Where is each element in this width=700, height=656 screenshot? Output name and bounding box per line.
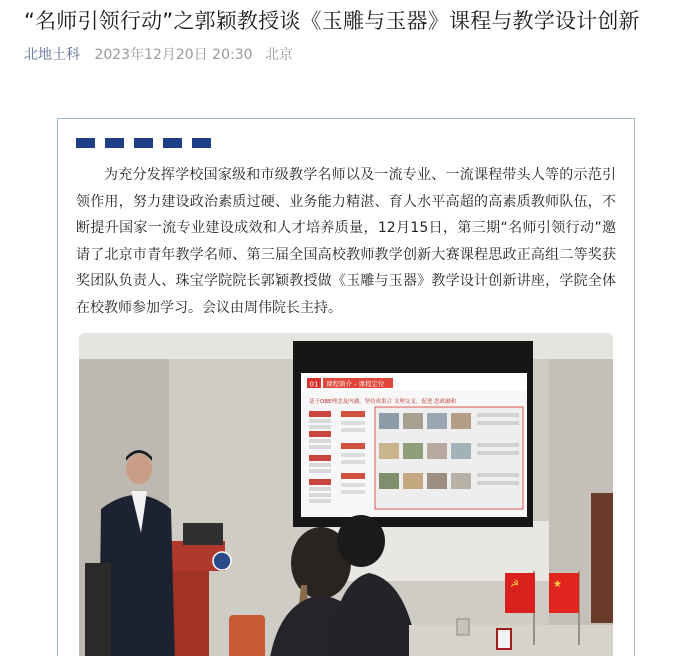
deco-block xyxy=(192,138,211,148)
deco-block xyxy=(134,138,153,148)
publish-date: 2023年12月20日 20:30 xyxy=(94,47,253,63)
lecture-photo[interactable] xyxy=(79,333,613,656)
cup xyxy=(497,629,511,649)
cabinet xyxy=(591,493,613,623)
intro-paragraph: 为充分发挥学校国家级和市级教学名师以及一流专业、一流课程带头人等的示范引领作用，努力建设政治素质过硬、业务能力精湛、育人水平高超的高素质教师队伍，不断提升国家一流专业建设成效和人才培养质量，12月15日，第三期“名师引领行动”邀请了北京市青年教学名师、第三届全国高校教师教学创新大赛课程思政正高组二等奖获奖团队负责人、珠宝学院院长郭颖教授做《玉雕与玉器》教学设计创新讲座，学院全体在校教师参加学习。会议由周伟院长主持。 xyxy=(76,167,616,316)
presentation-slide xyxy=(301,373,527,517)
deco-block xyxy=(76,138,95,148)
article-title: “名师引领行动”之郭颖教授谈《玉雕与玉器》课程与教学设计创新 xyxy=(24,9,640,33)
deco-block xyxy=(163,138,182,148)
decorative-blocks xyxy=(76,138,211,148)
source-account-link[interactable]: 北地土科 xyxy=(24,47,80,63)
svg-text:☭: ☭ xyxy=(510,579,519,590)
slide-tag: 01 xyxy=(309,380,319,389)
article-meta xyxy=(24,45,293,65)
cup xyxy=(457,619,469,635)
chair xyxy=(85,563,111,656)
laptop xyxy=(183,523,223,545)
chair xyxy=(229,615,265,656)
deco-block xyxy=(105,138,124,148)
slide-subtitle: 基于OBE理念及内涵，坚持成果合 文理交叉，促进 思政融和 xyxy=(309,399,457,405)
slide-title: 课程简介 - 课程定位 xyxy=(326,380,385,388)
svg-text:★: ★ xyxy=(553,579,562,590)
publish-location: 北京 xyxy=(264,47,293,63)
